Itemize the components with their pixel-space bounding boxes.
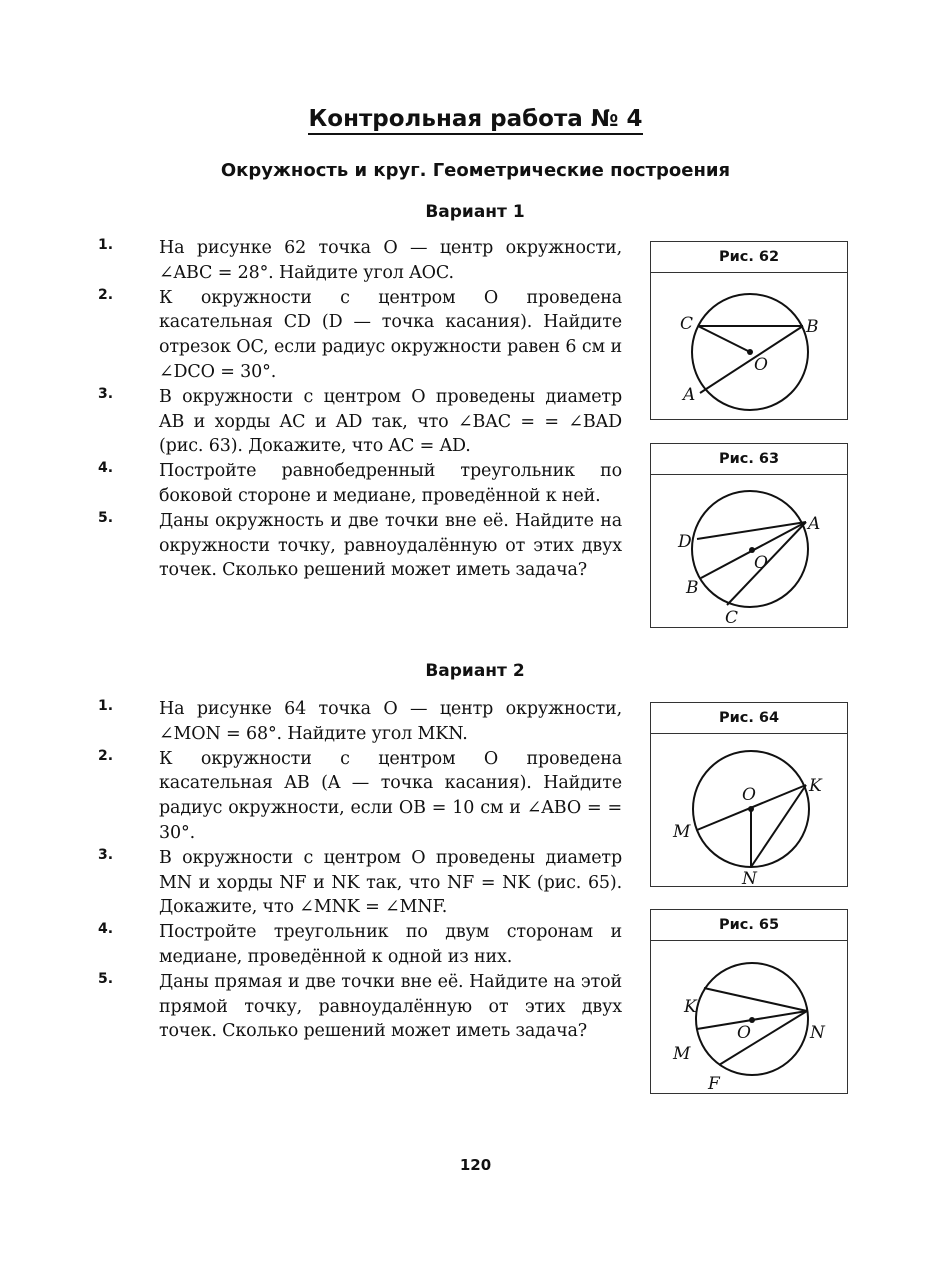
problem-item [98, 385, 622, 459]
label-o: O [742, 785, 756, 805]
variant-1-problems [98, 236, 622, 583]
label-f: F [708, 1074, 720, 1093]
problem-item [98, 236, 622, 286]
page-subtitle: Окружность и круг. Геометрические построения [220, 160, 731, 181]
figure-63-drawing [651, 475, 847, 627]
problem-text: Даны прямая и две точки вне её. Найдите на этой прямой точку, равноудалённую от этих двух точек. Сколько решений может иметь задача? [159, 971, 622, 1042]
problem-text: В окружности с центром O проведены диаметр AB и хорды AC и AD так, что ∠BAC = = ∠BAD (рис. 63). Докажите, что AC = AD. [159, 386, 622, 457]
label-a: A [683, 385, 696, 405]
problem-text: Даны окружность и две точки вне её. Найдите на окружности точку, равноудалённую от этих двух точек. Сколько решений может иметь задача? [159, 510, 622, 581]
problem-number: 4. [98, 921, 114, 938]
problem-number: 3. [98, 846, 114, 863]
problem-number: 2. [98, 747, 114, 764]
figure-65 [650, 909, 848, 1094]
problem-item [98, 459, 622, 509]
variant-2-problems [98, 697, 622, 1044]
problem-text: К окружности с центром O проведена касательная CD (D — точка касания). Найдите отрезок OC, если радиус окружности равен 6 см и ∠DCO = 30°. [159, 287, 622, 382]
problem-item [98, 697, 622, 747]
center-point [747, 349, 753, 355]
problem-number: 5. [98, 970, 114, 987]
label-n: N [742, 869, 757, 886]
problem-item [98, 846, 622, 920]
problem-text: Постройте треугольник по двум сторонам и медиане, проведённой к одной из них. [159, 922, 622, 967]
label-n: N [810, 1023, 825, 1043]
problem-item [98, 970, 622, 1044]
chord-ba [700, 326, 803, 393]
label-o: O [737, 1023, 751, 1043]
label-c: C [725, 608, 739, 627]
chord-kn [704, 988, 807, 1011]
problem-text: Постройте равнобедренный треугольник по боковой стороне и медиане, проведённой к ней. [159, 461, 622, 506]
problem-number: 4. [98, 460, 114, 477]
figure-caption: Рис. 62 [651, 242, 847, 273]
problem-text: На рисунке 64 точка O — центр окружности, ∠MON = 68°. Найдите угол MKN. [159, 699, 622, 744]
figure-caption: Рис. 65 [651, 910, 847, 941]
problem-text: На рисунке 62 точка O — центр окружности, ∠ABC = 28°. Найдите угол AOC. [159, 238, 622, 283]
problem-number: 2. [98, 286, 114, 303]
problem-number: 1. [98, 698, 114, 714]
figure-62-drawing [651, 273, 847, 419]
label-o: O [754, 553, 768, 573]
problem-number: 5. [98, 509, 114, 526]
label-d: D [678, 532, 692, 552]
problem-item [98, 286, 622, 385]
label-m: M [673, 822, 691, 842]
variant-1-heading: Вариант 1 [425, 202, 525, 222]
problem-text: К окружности с центром O проведена касательная AB (A — точка касания). Найдите радиус окружности, если OB = 10 см и ∠ABO = = 30°. [159, 748, 622, 843]
page-number: 120 [459, 1156, 492, 1174]
problem-text: В окружности с центром O проведены диаметр MN и хорды NF и NK так, что NF = NK (рис. 65). Докажите, что ∠MNK = ∠MNF. [159, 847, 622, 918]
center-point [748, 806, 754, 812]
problem-item [98, 920, 622, 970]
figure-caption: Рис. 63 [651, 444, 847, 475]
label-b: B [806, 317, 819, 337]
figure-65-drawing [651, 941, 847, 1093]
label-b: B [686, 578, 699, 598]
problem-item [98, 747, 622, 846]
figure-caption: Рис. 64 [651, 703, 847, 734]
variant-2-heading: Вариант 2 [425, 661, 525, 681]
label-o: O [754, 355, 768, 375]
segment-co [698, 326, 750, 352]
label-a: A [808, 514, 821, 534]
figure-64 [650, 702, 848, 887]
label-k: K [684, 997, 697, 1017]
figure-62 [650, 241, 848, 420]
page-title: Контрольная работа № 4 [0, 106, 951, 132]
label-m: M [673, 1044, 691, 1064]
problem-number: 1. [98, 237, 114, 253]
problem-item [98, 509, 622, 583]
label-c: C [680, 314, 694, 334]
figure-63 [650, 443, 848, 628]
figure-64-drawing [651, 734, 847, 886]
label-k: K [809, 776, 822, 796]
problem-number: 3. [98, 385, 114, 402]
